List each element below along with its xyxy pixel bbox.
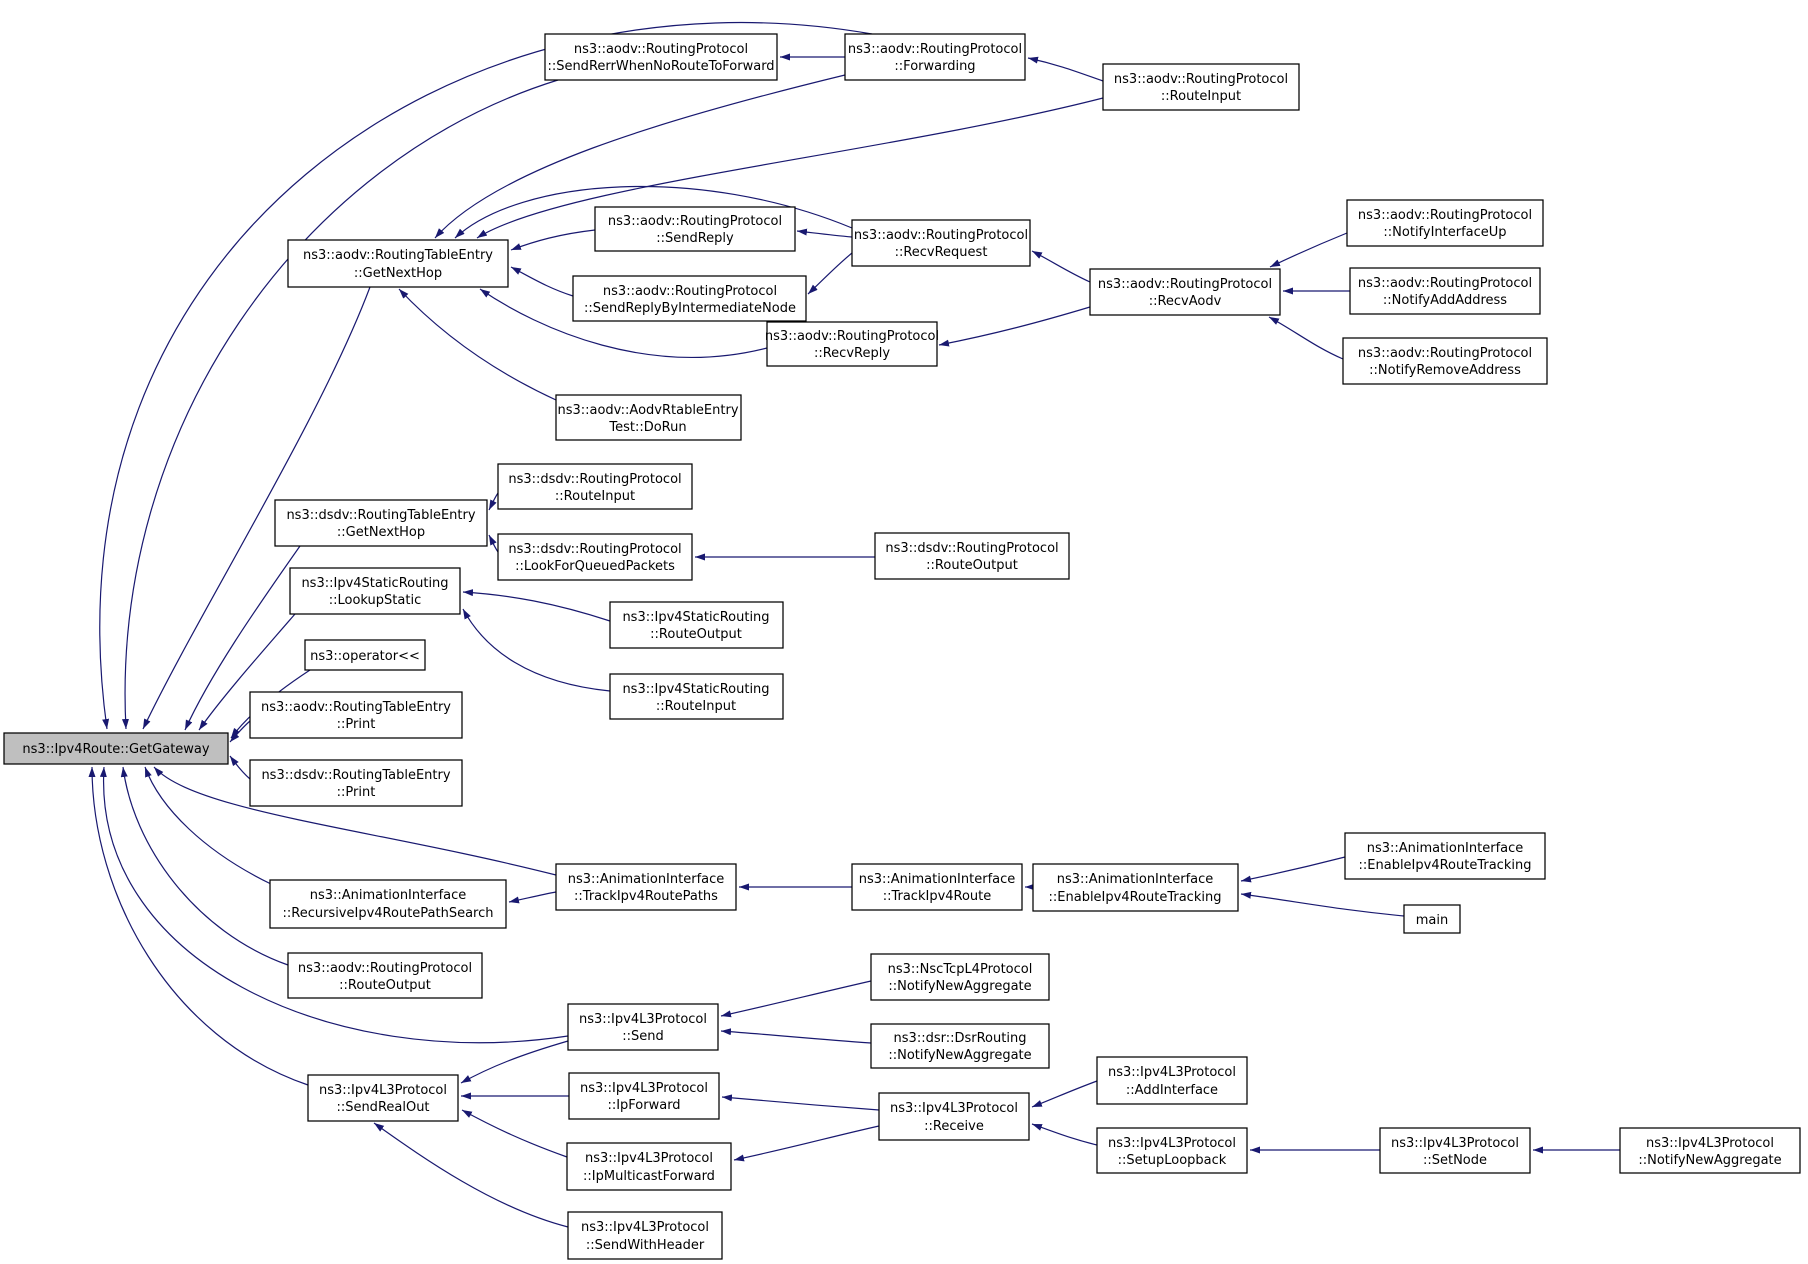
node-aodv-route-output[interactable] — [288, 953, 482, 998]
node-setup-loopback[interactable] — [1097, 1128, 1247, 1173]
node-setup-loopback-label-2: ::SetupLoopback — [1117, 1153, 1227, 1168]
edge-ip-multicast-forward-send-real-out — [462, 1110, 567, 1157]
node-dsdv-print[interactable] — [250, 760, 462, 806]
node-nsc-notify-new-aggregate-label-2: ::NotifyNewAggregate — [888, 979, 1032, 994]
edge-setup-loopback-receive — [1032, 1124, 1097, 1145]
node-track-ipv4-route[interactable] — [852, 864, 1022, 910]
node-dsdv-get-next-hop-label-1: ns3::dsdv::RoutingTableEntry — [286, 508, 476, 523]
node-dsdv-print-label-2: ::Print — [336, 785, 376, 800]
edge-static-route-input-lookup-static — [463, 609, 610, 691]
node-recv-reply-label-2: ::RecvReply — [813, 346, 891, 361]
node-get-gateway-label: ns3::Ipv4Route::GetGateway — [22, 742, 210, 757]
node-lookup-static[interactable] — [290, 568, 460, 614]
edge-dsdv-print-get-gateway — [230, 756, 250, 779]
node-dsdv-get-next-hop-label-2: ::GetNextHop — [336, 525, 426, 540]
node-send-reply-by-intermediate-node-label-2: ::SendReplyByIntermediateNode — [584, 301, 796, 316]
node-aodv-get-next-hop-label-1: ns3::aodv::RoutingTableEntry — [302, 248, 494, 263]
node-enable-ipv4-route-tracking-label-2: ::EnableIpv4RouteTracking — [1048, 890, 1222, 905]
node-nsc-notify-new-aggregate-label-1: ns3::NscTcpL4Protocol — [887, 962, 1033, 977]
node-notify-remove-address[interactable] — [1343, 338, 1547, 384]
node-enable-ipv4-route-tracking-label-1: ns3::AnimationInterface — [1056, 872, 1214, 887]
edge-main-enable-mid — [1241, 894, 1404, 916]
node-static-route-output-label-1: ns3::Ipv4StaticRouting — [622, 610, 770, 625]
node-notify-add-address[interactable] — [1350, 268, 1540, 314]
node-enable-ipv4-route-tracking-2-label-2: ::EnableIpv4RouteTracking — [1358, 858, 1532, 873]
node-aodv-rtable-entry-test-do-run-label-1: ns3::aodv::AodvRtableEntry — [557, 403, 739, 418]
node-dsdv-print-label-1: ns3::dsdv::RoutingTableEntry — [261, 768, 451, 783]
node-track-ipv4-route-paths[interactable] — [556, 864, 736, 910]
node-aodv-route-input[interactable] — [1103, 64, 1299, 110]
node-add-interface-label-1: ns3::Ipv4L3Protocol — [1108, 1065, 1236, 1080]
edge-receive-ip-forward — [722, 1097, 879, 1110]
node-send-real-out[interactable] — [308, 1075, 458, 1121]
node-ipv4-send-label-1: ns3::Ipv4L3Protocol — [579, 1012, 707, 1027]
node-dsr-notify-new-aggregate-label-2: ::NotifyNewAggregate — [888, 1048, 1032, 1063]
node-dsdv-route-input-label-1: ns3::dsdv::RoutingProtocol — [508, 472, 682, 487]
edge-static-route-output-lookup-static — [463, 592, 610, 621]
node-lookup-static-label-1: ns3::Ipv4StaticRouting — [301, 576, 449, 591]
node-forwarding[interactable] — [845, 34, 1025, 80]
edge-notify-remove-address-recv-aodv — [1269, 317, 1343, 359]
node-main-label: main — [1415, 913, 1449, 928]
node-aodv-rtable-entry-test-do-run[interactable] — [556, 395, 741, 440]
node-ip-multicast-forward-label-1: ns3::Ipv4L3Protocol — [585, 1151, 713, 1166]
node-forwarding-label-1: ns3::aodv::RoutingProtocol — [847, 42, 1023, 57]
node-aodv-print[interactable] — [250, 692, 462, 738]
node-ip-multicast-forward[interactable] — [567, 1143, 731, 1190]
node-enable-ipv4-route-tracking[interactable] — [1033, 864, 1238, 911]
node-recv-aodv[interactable] — [1090, 269, 1280, 315]
node-send-reply-label-1: ns3::aodv::RoutingProtocol — [607, 214, 783, 229]
node-send-rerr-label-2: ::SendRerrWhenNoRouteToForward — [547, 59, 775, 74]
node-static-route-input[interactable] — [610, 674, 783, 719]
node-static-route-output-label-2: ::RouteOutput — [650, 627, 742, 642]
node-dsr-notify-new-aggregate[interactable] — [871, 1024, 1049, 1068]
node-aodv-get-next-hop[interactable] — [288, 240, 508, 287]
node-notify-remove-address-label-2: ::NotifyRemoveAddress — [1369, 363, 1521, 378]
node-recv-reply[interactable] — [765, 322, 939, 366]
node-nsc-notify-new-aggregate[interactable] — [871, 954, 1049, 1000]
node-ip-multicast-forward-label-2: ::IpMulticastForward — [583, 1169, 715, 1184]
node-dsdv-look-for-queued-packets-label-2: ::LookForQueuedPackets — [515, 559, 675, 574]
node-send-rerr-label-1: ns3::aodv::RoutingProtocol — [573, 42, 749, 57]
node-send-with-header-label-2: ::SendWithHeader — [585, 1238, 705, 1253]
node-l3-notify-new-aggregate-label-1: ns3::Ipv4L3Protocol — [1646, 1136, 1774, 1151]
node-notify-interface-up-label-2: ::NotifyInterfaceUp — [1383, 225, 1507, 240]
node-enable-ipv4-route-tracking-2-label-1: ns3::AnimationInterface — [1366, 841, 1524, 856]
edge-dsr-notify-ipv4-send — [721, 1031, 871, 1043]
node-recv-aodv-label-2: ::RecvAodv — [1148, 294, 1222, 309]
node-lookup-static-label-2: ::LookupStatic — [328, 593, 422, 608]
node-receive-label-1: ns3::Ipv4L3Protocol — [890, 1101, 1018, 1116]
edge-recv-request-send-reply-by-intermediate — [808, 253, 852, 294]
node-static-route-output[interactable] — [610, 602, 783, 648]
node-ipv4-send[interactable] — [568, 1004, 718, 1050]
node-add-interface-label-2: ::AddInterface — [1125, 1083, 1219, 1098]
node-recv-request-label-1: ns3::aodv::RoutingProtocol — [853, 228, 1029, 243]
edge-dsdv-route-input-dsdv-get-next-hop — [489, 493, 498, 510]
node-recursive-ipv4-route-path-search[interactable] — [270, 880, 506, 928]
node-aodv-rtable-entry-test-do-run-label-2: Test::DoRun — [609, 420, 687, 435]
node-dsdv-route-input-label-2: ::RouteInput — [554, 489, 636, 504]
edge-receive-ip-multicast-forward — [734, 1126, 879, 1160]
node-aodv-print-label-2: ::Print — [336, 717, 376, 732]
node-dsdv-route-output[interactable] — [875, 533, 1069, 579]
edge-recv-request-send-reply — [797, 231, 852, 237]
node-setup-loopback-label-1: ns3::Ipv4L3Protocol — [1108, 1136, 1236, 1151]
node-dsdv-look-for-queued-packets-label-1: ns3::dsdv::RoutingProtocol — [508, 542, 682, 557]
node-send-with-header-label-1: ns3::Ipv4L3Protocol — [581, 1220, 709, 1235]
node-aodv-route-input-label-2: ::RouteInput — [1160, 89, 1242, 104]
edge-track-paths-recursive-search — [509, 892, 556, 902]
edge-recv-aodv-recv-request — [1032, 251, 1090, 282]
edge-notify-interface-up-recv-aodv — [1270, 233, 1347, 267]
node-set-node[interactable] — [1380, 1128, 1530, 1173]
node-aodv-get-next-hop-label-2: ::GetNextHop — [353, 266, 443, 281]
node-receive-label-2: ::Receive — [924, 1119, 984, 1134]
node-enable-ipv4-route-tracking-2[interactable] — [1345, 833, 1545, 879]
edge-aodv-print-get-gateway — [230, 721, 250, 742]
node-dsdv-route-output-label-1: ns3::dsdv::RoutingProtocol — [885, 541, 1059, 556]
node-send-with-header[interactable] — [568, 1212, 722, 1259]
node-static-route-input-label-2: ::RouteInput — [655, 699, 737, 714]
node-aodv-route-output-label-1: ns3::aodv::RoutingProtocol — [297, 961, 473, 976]
node-track-ipv4-route-label-1: ns3::AnimationInterface — [858, 872, 1016, 887]
node-recursive-ipv4-route-path-search-label-1: ns3::AnimationInterface — [309, 888, 467, 903]
node-set-node-label-2: ::SetNode — [1422, 1153, 1488, 1168]
node-recursive-ipv4-route-path-search-label-2: ::RecursiveIpv4RoutePathSearch — [282, 906, 494, 921]
edge-enable-right-enable-mid — [1241, 857, 1345, 881]
node-notify-interface-up[interactable] — [1347, 200, 1543, 246]
edge-send-reply-by-intermediate-aodv-get-next-hop — [511, 267, 573, 296]
node-dsdv-get-next-hop[interactable] — [275, 500, 487, 546]
node-notify-add-address-label-1: ns3::aodv::RoutingProtocol — [1357, 276, 1533, 291]
node-ip-forward-label-2: ::IpForward — [607, 1098, 681, 1113]
node-send-real-out-label-2: ::SendRealOut — [336, 1100, 430, 1115]
node-dsdv-route-output-label-2: ::RouteOutput — [926, 558, 1018, 573]
node-send-reply-by-intermediate-node-label-1: ns3::aodv::RoutingProtocol — [602, 284, 778, 299]
node-aodv-route-output-label-2: ::RouteOutput — [339, 978, 431, 993]
edge-send-reply-aodv-get-next-hop — [511, 230, 595, 250]
edge-send-rerr-get-gateway — [125, 80, 558, 729]
node-get-gateway[interactable] — [4, 733, 228, 764]
node-aodv-print-label-1: ns3::aodv::RoutingTableEntry — [260, 700, 452, 715]
edge-recv-aodv-recv-reply — [939, 307, 1090, 345]
node-notify-add-address-label-2: ::NotifyAddAddress — [1382, 293, 1508, 308]
node-send-real-out-label-1: ns3::Ipv4L3Protocol — [319, 1083, 447, 1098]
node-static-route-input-label-1: ns3::Ipv4StaticRouting — [622, 682, 770, 697]
node-notify-interface-up-label-1: ns3::aodv::RoutingProtocol — [1357, 208, 1533, 223]
node-send-reply-label-2: ::SendReply — [656, 231, 734, 246]
edge-dsdv-look-for-queued-dsdv-get-next-hop — [489, 535, 498, 552]
node-operator-stream-insert[interactable] — [305, 640, 425, 670]
node-send-reply-by-intermediate-node[interactable] — [573, 276, 806, 321]
node-ip-forward-label-1: ns3::Ipv4L3Protocol — [580, 1081, 708, 1096]
node-l3-notify-new-aggregate-label-2: ::NotifyNewAggregate — [1638, 1153, 1782, 1168]
node-set-node-label-1: ns3::Ipv4L3Protocol — [1391, 1136, 1519, 1151]
node-recv-aodv-label-1: ns3::aodv::RoutingProtocol — [1097, 277, 1273, 292]
edge-add-interface-receive — [1032, 1081, 1097, 1107]
node-track-ipv4-route-paths-label-1: ns3::AnimationInterface — [567, 872, 725, 887]
node-notify-remove-address-label-1: ns3::aodv::RoutingProtocol — [1357, 346, 1533, 361]
edge-send-with-header-send-real-out — [374, 1123, 568, 1227]
node-dsdv-look-for-queued-packets[interactable] — [498, 534, 692, 580]
node-send-reply[interactable] — [595, 207, 795, 251]
edge-ipv4-send-send-real-out — [461, 1041, 568, 1083]
node-ip-forward[interactable] — [569, 1073, 719, 1119]
node-recv-reply-label-1: ns3::aodv::RoutingProtocol — [764, 329, 940, 344]
node-operator-stream-insert-label: ns3::operator<< — [310, 649, 420, 664]
edge-nsc-notify-ipv4-send — [721, 981, 871, 1016]
edge-do-run-aodv-get-next-hop — [399, 289, 556, 400]
node-aodv-route-input-label-1: ns3::aodv::RoutingProtocol — [1113, 72, 1289, 87]
node-forwarding-label-2: ::Forwarding — [894, 59, 976, 74]
edge-aodv-route-input-forwarding — [1028, 58, 1103, 81]
node-dsdv-route-input[interactable] — [498, 464, 692, 509]
node-receive[interactable] — [879, 1093, 1029, 1140]
node-ipv4-send-label-2: ::Send — [622, 1029, 664, 1044]
node-main[interactable] — [1404, 905, 1460, 933]
node-l3-notify-new-aggregate[interactable] — [1620, 1128, 1800, 1173]
node-track-ipv4-route-paths-label-2: ::TrackIpv4RoutePaths — [574, 889, 718, 904]
node-recv-request-label-2: ::RecvRequest — [894, 245, 988, 260]
node-dsr-notify-new-aggregate-label-1: ns3::dsr::DsrRouting — [893, 1031, 1027, 1046]
node-add-interface[interactable] — [1097, 1057, 1247, 1104]
node-recv-request[interactable] — [852, 220, 1030, 266]
node-send-rerr[interactable] — [545, 34, 777, 80]
node-track-ipv4-route-label-2: ::TrackIpv4Route — [882, 889, 992, 904]
